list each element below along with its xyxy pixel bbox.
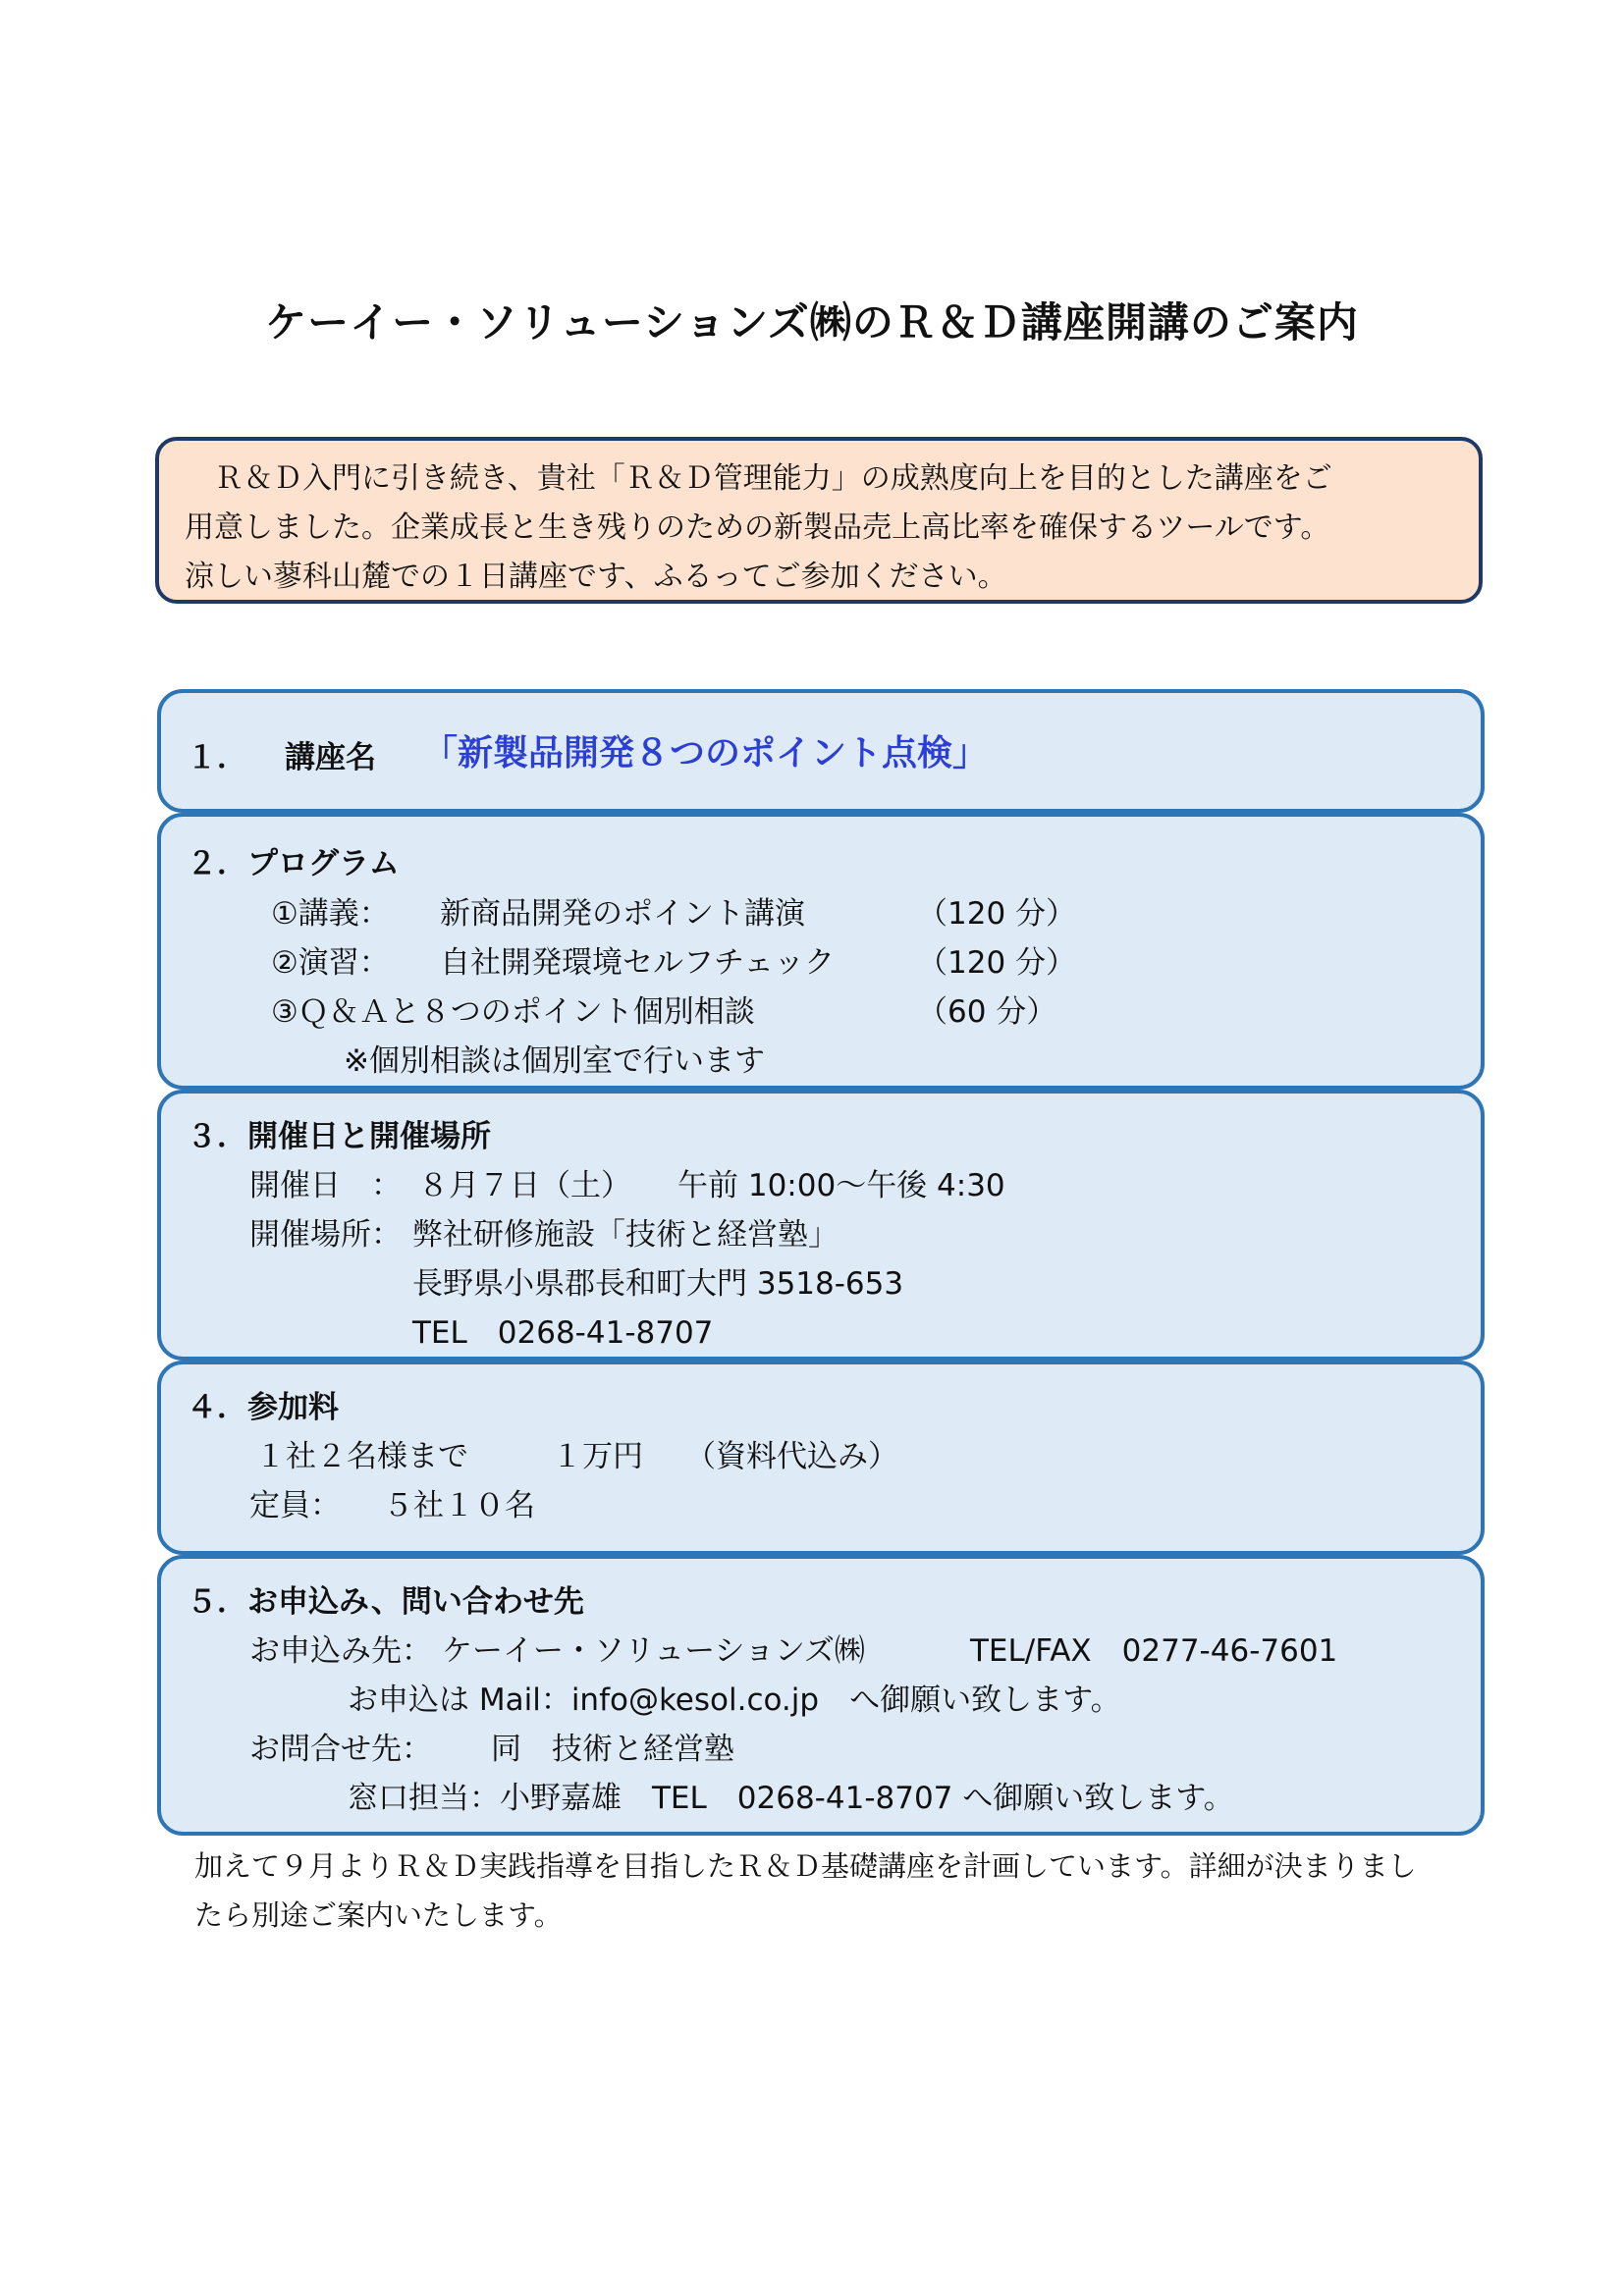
section-contact [157, 1555, 1485, 1836]
section-program [157, 813, 1485, 1090]
venue-address: 長野県小県郡長和町大門 3518-653 [412, 1266, 904, 1302]
footer-line: 加えて９月よりＲ＆Ｄ実践指導を目指したＲ＆Ｄ基礎講座を計画しています。詳細が決まりまし [194, 1849, 1417, 1883]
section-date-venue [157, 1090, 1485, 1361]
date-label: 開催日 ： [249, 1168, 402, 1203]
program-item-name: ③Ｑ＆Ａと８つのポイント個別相談 [271, 994, 755, 1030]
contact-person: 窓口担当：小野嘉雄 TEL 0268-41-8707 へ御願い致します。 [348, 1781, 1234, 1816]
section-fee [157, 1361, 1485, 1555]
program-item-name: ②演習： [271, 945, 390, 981]
section-number: １． [187, 740, 247, 775]
section-course-name [157, 689, 1485, 813]
fee-amount: １万円 [552, 1439, 643, 1474]
capacity-label: 定員： [249, 1488, 341, 1523]
program-item-time: （120 分） [917, 945, 1077, 981]
apply-mail: お申込は Mail：info@kesol.co.jp へ御願い致します。 [348, 1682, 1121, 1718]
intro-box [155, 437, 1483, 604]
page-title: ケーイー・ソリューションズ㈱のＲ＆Ｄ講座開講のご案内 [265, 298, 1359, 347]
footer-line: たら別途ご案内いたします。 [194, 1898, 563, 1932]
section-heading: ４．参加料 [187, 1390, 339, 1425]
footer-note [194, 1842, 1490, 1940]
section-heading: ２．プログラム [187, 846, 400, 881]
inquiry-label: お問合せ先： [249, 1732, 432, 1767]
program-item-desc: 新商品開発のポイント講演 [440, 896, 805, 932]
program-item-desc: 自社開発環境セルフチェック [440, 945, 836, 981]
event-date: ８月７日（土） [418, 1168, 631, 1203]
program-note: ※個別相談は個別室で行います [344, 1043, 765, 1079]
section-heading: ３．開催日と開催場所 [187, 1119, 491, 1154]
fee-description: １社２名様まで [255, 1439, 468, 1474]
section-heading: ５．お申込み、問い合わせ先 [187, 1584, 584, 1620]
venue-name: 弊社研修施設「技術と経営塾」 [412, 1217, 839, 1253]
course-title: 「新製品開発８つのポイント点検」 [422, 733, 989, 774]
event-time: 午前 10:00～午後 4:30 [677, 1168, 1005, 1203]
program-item-time: （60 分） [917, 994, 1057, 1030]
intro-line: 涼しい蓼科山麓での１日講座です、ふるってご参加ください。 [185, 560, 1007, 594]
fee-note: （資料代込み） [685, 1439, 898, 1474]
intro-line: Ｒ＆Ｄ入門に引き続き、貴社「Ｒ＆Ｄ管理能力」の成熟度向上を目的とした講座をご [214, 461, 1332, 496]
intro-line: 用意しました。企業成長と生き残りのための新製品売上高比率を確保するツールです。 [185, 510, 1330, 545]
section-label: 講座名 [285, 740, 376, 775]
apply-tel: TEL/FAX 0277-46-7601 [970, 1633, 1338, 1669]
program-item-name: ①講義： [271, 896, 390, 932]
apply-label: お申込み先： [249, 1633, 432, 1669]
apply-company: ケーイー・ソリューションズ㈱ [442, 1633, 865, 1669]
capacity-value: ５社１０名 [383, 1488, 535, 1523]
program-item-time: （120 分） [917, 896, 1077, 932]
inquiry-value: 同 技術と経営塾 [491, 1732, 734, 1767]
venue-tel: TEL 0268-41-8707 [412, 1315, 714, 1351]
venue-label: 開催場所： [249, 1217, 402, 1253]
